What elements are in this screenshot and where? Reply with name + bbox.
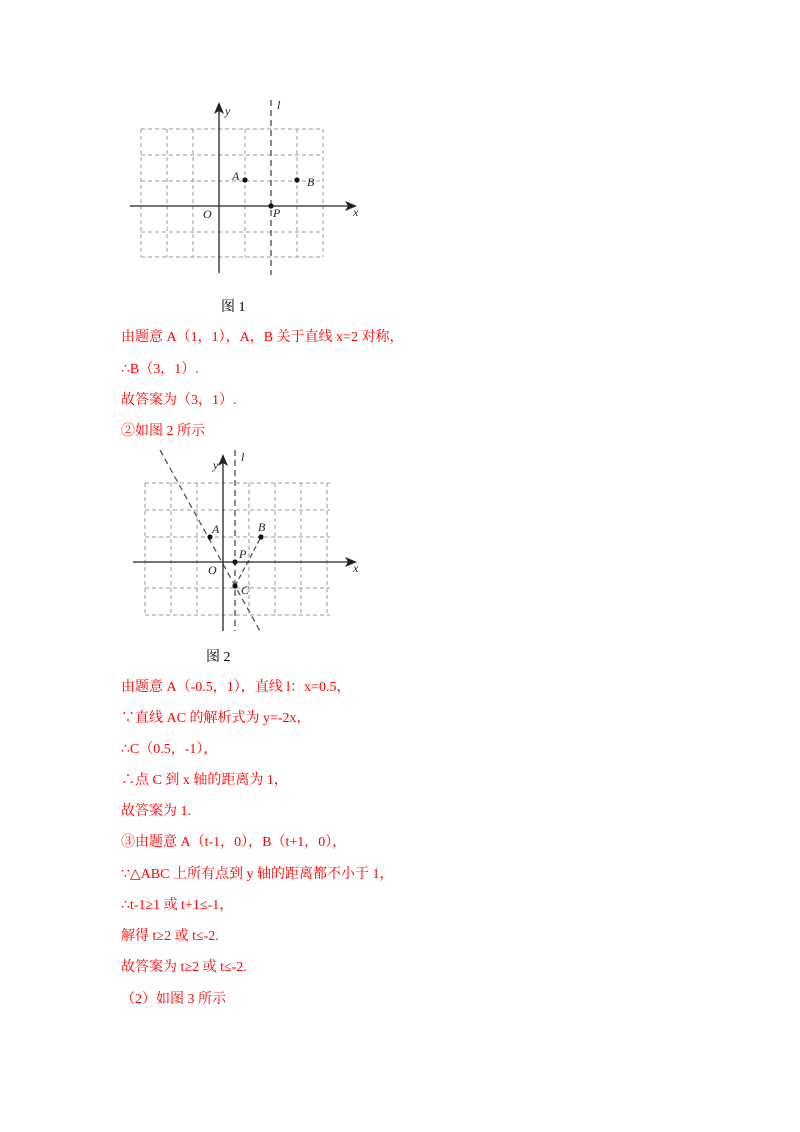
text-line: 故答案为 t≥2 或 t≤-2. — [121, 960, 247, 975]
text-line: ③由题意 A（t-1，0），B（t+1，0）， — [121, 835, 347, 850]
text-line: 解得 t≥2 或 t≤-2. — [121, 929, 219, 944]
figure-1-point-b — [294, 177, 299, 182]
text-line: ②如图 2 所示 — [121, 424, 205, 439]
text-line: ∴t-1≥1 或 t+1≤-1， — [121, 898, 234, 913]
text-line: 由题意 A（1，1），A，B 关于直线 x=2 对称， — [121, 330, 404, 345]
figure-2 — [125, 445, 365, 637]
figure-1-p-label: P — [273, 206, 281, 220]
figure-1-l-label: l — [277, 98, 281, 112]
text-line: ∵直线 AC 的解析式为 y=-2x， — [121, 711, 311, 726]
figure-1-o-label: O — [203, 207, 212, 221]
figure-1-x-label: x — [353, 205, 359, 219]
text-line: 故答案为 1. — [121, 804, 191, 819]
figure-1-point-a — [242, 177, 247, 182]
figure-2-point-b — [258, 534, 263, 539]
figure-2-point-p — [232, 559, 237, 564]
figure-1-caption: 图 1 — [221, 300, 246, 315]
figure-1-y-label: y — [225, 104, 231, 118]
figure-1-grid — [141, 129, 323, 257]
figure-2-line-ac — [160, 450, 260, 631]
figure-1-graph — [125, 95, 365, 280]
text-line: ∴B（3，1）. — [121, 362, 199, 377]
text-line: ∴点 C 到 x 轴的距离为 1， — [121, 773, 288, 788]
figure-2-y-label: y — [213, 458, 219, 472]
figure-2-point-c — [232, 583, 237, 588]
figure-2-x-label: x — [353, 561, 359, 575]
figure-2-grid — [145, 483, 330, 615]
figure-2-l-label: l — [241, 450, 245, 464]
text-line: ∴C（0.5，-1）， — [121, 742, 218, 757]
figure-1-a-label: A — [232, 169, 240, 183]
figure-2-b-label: B — [258, 520, 266, 534]
figure-2-a-label: A — [212, 522, 220, 536]
figure-2-o-label: O — [208, 563, 217, 577]
figure-2-p-label: P — [239, 547, 247, 561]
figure-1 — [125, 95, 365, 280]
figure-2-graph — [125, 445, 365, 637]
figure-1-b-label: B — [307, 175, 315, 189]
text-line: 由题意 A（-0.5，1），直线 l：x=0.5， — [121, 680, 351, 695]
text-line: 故答案为（3，1）. — [121, 393, 237, 408]
figure-2-c-label: C — [241, 583, 250, 597]
text-line: ∵△ABC 上所有点到 y 轴的距离都不小于 1， — [121, 867, 394, 882]
figure-2-caption: 图 2 — [206, 650, 231, 665]
text-line: （2）如图 3 所示 — [121, 992, 226, 1007]
